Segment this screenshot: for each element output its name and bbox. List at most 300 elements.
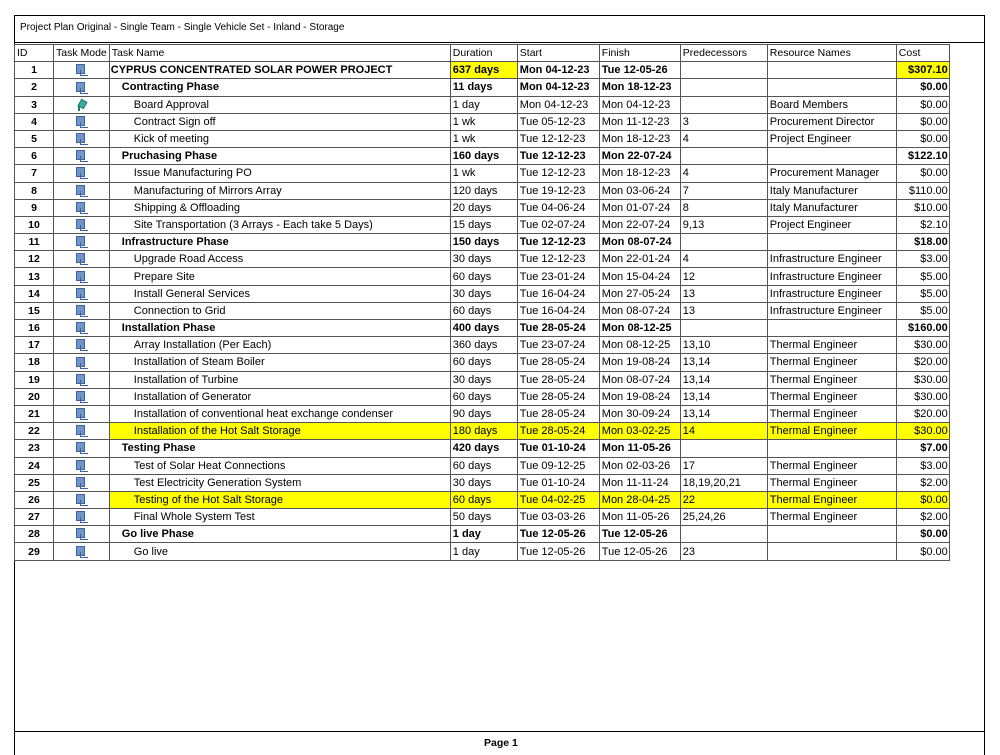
task-resource[interactable]: Italy Manufacturer — [767, 199, 896, 216]
task-id[interactable]: 15 — [15, 302, 54, 319]
task-resource[interactable]: Thermal Engineer — [767, 371, 896, 388]
task-duration[interactable]: 420 days — [450, 440, 517, 457]
task-predecessors[interactable]: 4 — [680, 165, 767, 182]
task-cost[interactable]: $18.00 — [896, 234, 949, 251]
col-header-task-name[interactable]: Task Name — [109, 45, 450, 62]
task-start[interactable]: Tue 04-06-24 — [517, 199, 599, 216]
task-cost[interactable]: $5.00 — [896, 285, 949, 302]
task-cost[interactable]: $0.00 — [896, 130, 949, 147]
task-resource[interactable]: Project Engineer — [767, 130, 896, 147]
task-id[interactable]: 10 — [15, 216, 54, 233]
task-name[interactable]: Installation Phase — [109, 320, 450, 337]
task-name[interactable]: Installation of Generator — [109, 388, 450, 405]
task-resource[interactable]: Thermal Engineer — [767, 405, 896, 422]
col-header-duration[interactable]: Duration — [450, 45, 517, 62]
task-cost[interactable]: $110.00 — [896, 182, 949, 199]
auto-task-icon — [76, 460, 87, 472]
task-mode[interactable] — [54, 285, 110, 302]
task-start[interactable]: Tue 05-12-23 — [517, 113, 599, 130]
task-resource[interactable]: Thermal Engineer — [767, 337, 896, 354]
task-duration[interactable]: 60 days — [450, 457, 517, 474]
task-resource[interactable]: Procurement Director — [767, 113, 896, 130]
task-predecessors[interactable]: 13,14 — [680, 405, 767, 422]
task-mode[interactable] — [54, 79, 110, 96]
task-predecessors[interactable]: 18,19,20,21 — [680, 474, 767, 491]
task-resource[interactable]: Thermal Engineer — [767, 354, 896, 371]
task-predecessors[interactable] — [680, 96, 767, 113]
task-name[interactable]: Contract Sign off — [109, 113, 450, 130]
col-header-id[interactable]: ID — [15, 45, 54, 62]
task-start[interactable]: Tue 19-12-23 — [517, 182, 599, 199]
table-row[interactable] — [15, 268, 950, 285]
task-predecessors[interactable]: 4 — [680, 130, 767, 147]
task-finish[interactable]: Mon 01-07-24 — [599, 199, 680, 216]
task-mode[interactable] — [54, 491, 110, 508]
task-id[interactable]: 8 — [15, 182, 54, 199]
task-name[interactable]: Shipping & Offloading — [109, 199, 450, 216]
table-row[interactable] — [15, 199, 950, 216]
task-mode[interactable] — [54, 130, 110, 147]
task-id[interactable]: 14 — [15, 285, 54, 302]
task-predecessors[interactable]: 25,24,26 — [680, 509, 767, 526]
table-row[interactable] — [15, 165, 950, 182]
task-predecessors[interactable]: 17 — [680, 457, 767, 474]
task-duration[interactable]: 90 days — [450, 405, 517, 422]
table-row[interactable] — [15, 62, 950, 79]
task-cost[interactable]: $2.10 — [896, 216, 949, 233]
task-finish[interactable]: Mon 22-07-24 — [599, 148, 680, 165]
task-start[interactable]: Tue 16-04-24 — [517, 302, 599, 319]
col-header-finish[interactable]: Finish — [599, 45, 680, 62]
task-duration[interactable]: 1 day — [450, 543, 517, 560]
task-resource[interactable]: Thermal Engineer — [767, 491, 896, 508]
task-finish[interactable]: Mon 18-12-23 — [599, 79, 680, 96]
task-id[interactable]: 24 — [15, 457, 54, 474]
task-start[interactable]: Tue 12-05-26 — [517, 526, 599, 543]
task-duration[interactable]: 1 day — [450, 526, 517, 543]
task-id[interactable]: 21 — [15, 405, 54, 422]
table-row[interactable] — [15, 302, 950, 319]
task-start[interactable]: Tue 09-12-25 — [517, 457, 599, 474]
task-mode[interactable] — [54, 423, 110, 440]
table-row[interactable] — [15, 182, 950, 199]
task-start[interactable]: Tue 28-05-24 — [517, 405, 599, 422]
table-row[interactable] — [15, 388, 950, 405]
task-name[interactable]: Installation of conventional heat exchange condenser — [109, 405, 450, 422]
task-finish[interactable]: Mon 08-07-24 — [599, 371, 680, 388]
task-mode[interactable] — [54, 113, 110, 130]
task-duration[interactable]: 1 wk — [450, 165, 517, 182]
task-predecessors[interactable]: 13 — [680, 285, 767, 302]
task-predecessors[interactable]: 14 — [680, 423, 767, 440]
task-cost[interactable]: $10.00 — [896, 199, 949, 216]
task-id[interactable]: 11 — [15, 234, 54, 251]
task-duration[interactable]: 637 days — [450, 62, 517, 79]
task-duration[interactable]: 60 days — [450, 491, 517, 508]
task-name[interactable]: Board Approval — [109, 96, 450, 113]
task-cost[interactable]: $2.00 — [896, 474, 949, 491]
task-cost[interactable]: $0.00 — [896, 526, 949, 543]
col-header-resource-names[interactable]: Resource Names — [767, 45, 896, 62]
task-start[interactable]: Tue 03-03-26 — [517, 509, 599, 526]
task-finish[interactable]: Tue 12-05-26 — [599, 543, 680, 560]
task-id[interactable]: 2 — [15, 79, 54, 96]
task-name[interactable]: Install General Services — [109, 285, 450, 302]
task-mode[interactable] — [54, 96, 110, 113]
task-resource[interactable]: Thermal Engineer — [767, 457, 896, 474]
table-row[interactable] — [15, 526, 950, 543]
task-predecessors[interactable]: 8 — [680, 199, 767, 216]
task-resource[interactable]: Thermal Engineer — [767, 474, 896, 491]
task-start[interactable]: Tue 28-05-24 — [517, 423, 599, 440]
task-duration[interactable]: 150 days — [450, 234, 517, 251]
task-resource[interactable]: Project Engineer — [767, 216, 896, 233]
table-row[interactable] — [15, 371, 950, 388]
task-predecessors[interactable]: 13,14 — [680, 354, 767, 371]
task-resource[interactable]: Infrastructure Engineer — [767, 302, 896, 319]
task-mode[interactable] — [54, 302, 110, 319]
task-mode[interactable] — [54, 148, 110, 165]
task-name[interactable]: Testing Phase — [109, 440, 450, 457]
task-mode[interactable] — [54, 216, 110, 233]
task-id[interactable]: 12 — [15, 251, 54, 268]
task-name[interactable]: Installation of Steam Boiler — [109, 354, 450, 371]
task-id[interactable]: 25 — [15, 474, 54, 491]
task-resource[interactable] — [767, 440, 896, 457]
task-start[interactable]: Tue 12-12-23 — [517, 130, 599, 147]
task-mode[interactable] — [54, 354, 110, 371]
task-start[interactable]: Tue 23-07-24 — [517, 337, 599, 354]
col-header-cost[interactable]: Cost — [896, 45, 949, 62]
task-mode[interactable] — [54, 165, 110, 182]
task-id[interactable]: 26 — [15, 491, 54, 508]
task-id[interactable]: 28 — [15, 526, 54, 543]
task-resource[interactable]: Infrastructure Engineer — [767, 251, 896, 268]
task-finish[interactable]: Mon 03-02-25 — [599, 423, 680, 440]
task-finish[interactable]: Mon 15-04-24 — [599, 268, 680, 285]
task-predecessors[interactable]: 13,14 — [680, 388, 767, 405]
task-name[interactable]: Pruchasing Phase — [109, 148, 450, 165]
task-start[interactable]: Mon 04-12-23 — [517, 62, 599, 79]
task-finish[interactable]: Mon 11-12-23 — [599, 113, 680, 130]
task-id[interactable]: 5 — [15, 130, 54, 147]
task-start[interactable]: Tue 28-05-24 — [517, 388, 599, 405]
task-duration[interactable]: 1 wk — [450, 130, 517, 147]
task-finish[interactable]: Mon 11-11-24 — [599, 474, 680, 491]
table-row[interactable] — [15, 320, 950, 337]
task-duration[interactable]: 30 days — [450, 285, 517, 302]
task-finish[interactable]: Mon 18-12-23 — [599, 130, 680, 147]
task-mode[interactable] — [54, 405, 110, 422]
task-resource[interactable]: Thermal Engineer — [767, 388, 896, 405]
task-finish[interactable]: Mon 08-07-24 — [599, 302, 680, 319]
task-mode[interactable] — [54, 268, 110, 285]
task-duration[interactable]: 60 days — [450, 302, 517, 319]
task-cost[interactable]: $7.00 — [896, 440, 949, 457]
col-header-task-mode[interactable]: Task Mode — [54, 45, 110, 62]
task-mode[interactable] — [54, 474, 110, 491]
task-mode[interactable] — [54, 388, 110, 405]
task-resource[interactable]: Infrastructure Engineer — [767, 285, 896, 302]
task-cost[interactable]: $122.10 — [896, 148, 949, 165]
task-duration[interactable]: 20 days — [450, 199, 517, 216]
task-resource[interactable]: Thermal Engineer — [767, 509, 896, 526]
task-cost[interactable]: $2.00 — [896, 509, 949, 526]
col-header-predecessors[interactable]: Predecessors — [680, 45, 767, 62]
task-predecessors[interactable]: 13 — [680, 302, 767, 319]
task-name[interactable]: Installation of the Hot Salt Storage — [109, 423, 450, 440]
task-id[interactable]: 17 — [15, 337, 54, 354]
task-finish[interactable]: Mon 11-05-26 — [599, 440, 680, 457]
task-name[interactable]: Final Whole System Test — [109, 509, 450, 526]
task-id[interactable]: 20 — [15, 388, 54, 405]
task-name[interactable]: Infrastructure Phase — [109, 234, 450, 251]
task-id[interactable]: 4 — [15, 113, 54, 130]
task-start[interactable]: Tue 01-10-24 — [517, 440, 599, 457]
task-mode[interactable] — [54, 199, 110, 216]
task-duration[interactable]: 400 days — [450, 320, 517, 337]
task-mode[interactable] — [54, 457, 110, 474]
task-id[interactable]: 7 — [15, 165, 54, 182]
task-predecessors[interactable]: 4 — [680, 251, 767, 268]
task-mode[interactable] — [54, 509, 110, 526]
task-cost[interactable]: $30.00 — [896, 423, 949, 440]
task-start[interactable]: Mon 04-12-23 — [517, 96, 599, 113]
task-mode[interactable] — [54, 526, 110, 543]
task-finish[interactable]: Mon 03-06-24 — [599, 182, 680, 199]
table-row[interactable] — [15, 79, 950, 96]
task-resource[interactable] — [767, 79, 896, 96]
task-id[interactable]: 19 — [15, 371, 54, 388]
task-start[interactable]: Tue 23-01-24 — [517, 268, 599, 285]
task-id[interactable]: 3 — [15, 96, 54, 113]
task-cost[interactable]: $0.00 — [896, 96, 949, 113]
task-id[interactable]: 1 — [15, 62, 54, 79]
table-row[interactable] — [15, 337, 950, 354]
col-header-start[interactable]: Start — [517, 45, 599, 62]
task-name[interactable]: Kick of meeting — [109, 130, 450, 147]
table-row[interactable] — [15, 509, 950, 526]
task-cost[interactable]: $5.00 — [896, 302, 949, 319]
task-cost[interactable]: $0.00 — [896, 113, 949, 130]
task-cost[interactable]: $20.00 — [896, 405, 949, 422]
table-row[interactable] — [15, 474, 950, 491]
task-cost[interactable]: $5.00 — [896, 268, 949, 285]
table-row[interactable] — [15, 130, 950, 147]
table-row[interactable] — [15, 285, 950, 302]
task-name[interactable]: Connection to Grid — [109, 302, 450, 319]
task-finish[interactable]: Mon 22-07-24 — [599, 216, 680, 233]
task-mode[interactable] — [54, 543, 110, 560]
task-name[interactable]: Go live — [109, 543, 450, 560]
task-finish[interactable]: Mon 08-07-24 — [599, 234, 680, 251]
task-name[interactable]: Upgrade Road Access — [109, 251, 450, 268]
task-id[interactable]: 13 — [15, 268, 54, 285]
task-name[interactable]: Contracting Phase — [109, 79, 450, 96]
task-predecessors[interactable] — [680, 320, 767, 337]
task-finish[interactable]: Mon 19-08-24 — [599, 388, 680, 405]
task-name[interactable]: Go live Phase — [109, 526, 450, 543]
task-start[interactable]: Tue 28-05-24 — [517, 320, 599, 337]
task-finish[interactable]: Mon 30-09-24 — [599, 405, 680, 422]
table-row[interactable] — [15, 440, 950, 457]
task-predecessors[interactable]: 7 — [680, 182, 767, 199]
task-resource[interactable] — [767, 148, 896, 165]
table-row[interactable] — [15, 491, 950, 508]
task-start[interactable]: Tue 04-02-25 — [517, 491, 599, 508]
task-name[interactable]: Installation of Turbine — [109, 371, 450, 388]
task-resource[interactable] — [767, 234, 896, 251]
task-duration[interactable]: 30 days — [450, 371, 517, 388]
task-predecessors[interactable]: 13,14 — [680, 371, 767, 388]
task-predecessors[interactable] — [680, 79, 767, 96]
task-name[interactable]: Test Electricity Generation System — [109, 474, 450, 491]
table-row[interactable] — [15, 251, 950, 268]
task-start[interactable]: Mon 04-12-23 — [517, 79, 599, 96]
task-finish[interactable]: Mon 19-08-24 — [599, 354, 680, 371]
task-duration[interactable]: 360 days — [450, 337, 517, 354]
task-predecessors[interactable]: 9,13 — [680, 216, 767, 233]
task-resource[interactable] — [767, 543, 896, 560]
table-row[interactable] — [15, 148, 950, 165]
task-start[interactable]: Tue 12-12-23 — [517, 165, 599, 182]
task-cost[interactable]: $160.00 — [896, 320, 949, 337]
task-resource[interactable]: Board Members — [767, 96, 896, 113]
task-cost[interactable]: $3.00 — [896, 251, 949, 268]
task-name[interactable]: Array Installation (Per Each) — [109, 337, 450, 354]
task-resource[interactable]: Procurement Manager — [767, 165, 896, 182]
task-duration[interactable]: 160 days — [450, 148, 517, 165]
task-finish[interactable]: Mon 04-12-23 — [599, 96, 680, 113]
task-cost[interactable]: $307.10 — [896, 62, 949, 79]
task-duration[interactable]: 180 days — [450, 423, 517, 440]
task-mode[interactable] — [54, 337, 110, 354]
table-row[interactable] — [15, 405, 950, 422]
task-cost[interactable]: $30.00 — [896, 337, 949, 354]
task-resource[interactable]: Infrastructure Engineer — [767, 268, 896, 285]
task-mode[interactable] — [54, 62, 110, 79]
task-cost[interactable]: $30.00 — [896, 388, 949, 405]
task-duration[interactable]: 60 days — [450, 354, 517, 371]
task-finish[interactable]: Mon 28-04-25 — [599, 491, 680, 508]
task-name[interactable]: Testing of the Hot Salt Storage — [109, 491, 450, 508]
table-row[interactable] — [15, 423, 950, 440]
table-row[interactable] — [15, 96, 950, 113]
task-predecessors[interactable] — [680, 234, 767, 251]
task-id[interactable]: 18 — [15, 354, 54, 371]
task-mode[interactable] — [54, 320, 110, 337]
task-finish[interactable]: Mon 22-01-24 — [599, 251, 680, 268]
task-cost[interactable]: $30.00 — [896, 371, 949, 388]
task-name[interactable]: CYPRUS CONCENTRATED SOLAR POWER PROJECT — [109, 62, 450, 79]
task-name[interactable]: Test of Solar Heat Connections — [109, 457, 450, 474]
task-mode[interactable] — [54, 440, 110, 457]
task-resource[interactable] — [767, 320, 896, 337]
task-start[interactable]: Tue 12-12-23 — [517, 234, 599, 251]
task-duration[interactable]: 120 days — [450, 182, 517, 199]
table-row[interactable] — [15, 234, 950, 251]
task-start[interactable]: Tue 01-10-24 — [517, 474, 599, 491]
task-resource[interactable]: Thermal Engineer — [767, 423, 896, 440]
task-finish[interactable]: Mon 08-12-25 — [599, 337, 680, 354]
task-predecessors[interactable]: 12 — [680, 268, 767, 285]
task-resource[interactable] — [767, 62, 896, 79]
task-name[interactable]: Prepare Site — [109, 268, 450, 285]
task-duration[interactable]: 60 days — [450, 268, 517, 285]
task-mode[interactable] — [54, 251, 110, 268]
task-start[interactable]: Tue 02-07-24 — [517, 216, 599, 233]
task-finish[interactable]: Tue 12-05-26 — [599, 62, 680, 79]
task-name[interactable]: Site Transportation (3 Arrays - Each take 5 Days) — [109, 216, 450, 233]
task-predecessors[interactable]: 13,10 — [680, 337, 767, 354]
table-row[interactable] — [15, 457, 950, 474]
task-start[interactable]: Tue 16-04-24 — [517, 285, 599, 302]
task-resource[interactable]: Italy Manufacturer — [767, 182, 896, 199]
task-duration[interactable]: 1 wk — [450, 113, 517, 130]
task-finish[interactable]: Mon 27-05-24 — [599, 285, 680, 302]
task-predecessors[interactable]: 3 — [680, 113, 767, 130]
task-duration[interactable]: 30 days — [450, 474, 517, 491]
task-finish[interactable]: Mon 18-12-23 — [599, 165, 680, 182]
task-cost[interactable]: $20.00 — [896, 354, 949, 371]
task-predecessors[interactable] — [680, 526, 767, 543]
task-id[interactable]: 29 — [15, 543, 54, 560]
task-predecessors[interactable] — [680, 148, 767, 165]
task-predecessors[interactable]: 23 — [680, 543, 767, 560]
task-predecessors[interactable] — [680, 62, 767, 79]
task-name[interactable]: Issue Manufacturing PO — [109, 165, 450, 182]
task-finish[interactable]: Mon 11-05-26 — [599, 509, 680, 526]
task-start[interactable]: Tue 12-12-23 — [517, 148, 599, 165]
task-predecessors[interactable] — [680, 440, 767, 457]
task-id[interactable]: 27 — [15, 509, 54, 526]
task-start[interactable]: Tue 12-05-26 — [517, 543, 599, 560]
task-cost[interactable]: $0.00 — [896, 165, 949, 182]
task-mode[interactable] — [54, 371, 110, 388]
table-row[interactable] — [15, 216, 950, 233]
task-duration[interactable]: 60 days — [450, 388, 517, 405]
task-finish[interactable]: Tue 12-05-26 — [599, 526, 680, 543]
task-duration[interactable]: 15 days — [450, 216, 517, 233]
table-row[interactable] — [15, 543, 950, 560]
task-duration[interactable]: 30 days — [450, 251, 517, 268]
task-cost[interactable]: $3.00 — [896, 457, 949, 474]
task-predecessors[interactable]: 22 — [680, 491, 767, 508]
task-mode[interactable] — [54, 182, 110, 199]
task-start[interactable]: Tue 12-12-23 — [517, 251, 599, 268]
task-duration[interactable]: 50 days — [450, 509, 517, 526]
task-id[interactable]: 23 — [15, 440, 54, 457]
task-cost[interactable]: $0.00 — [896, 543, 949, 560]
task-id[interactable]: 16 — [15, 320, 54, 337]
task-id[interactable]: 9 — [15, 199, 54, 216]
task-id[interactable]: 22 — [15, 423, 54, 440]
task-id[interactable]: 6 — [15, 148, 54, 165]
table-row[interactable] — [15, 354, 950, 371]
task-start[interactable]: Tue 28-05-24 — [517, 371, 599, 388]
task-resource[interactable] — [767, 526, 896, 543]
task-finish[interactable]: Mon 02-03-26 — [599, 457, 680, 474]
task-duration[interactable]: 1 day — [450, 96, 517, 113]
task-duration[interactable]: 11 days — [450, 79, 517, 96]
task-cost[interactable]: $0.00 — [896, 79, 949, 96]
task-cost[interactable]: $0.00 — [896, 491, 949, 508]
task-finish[interactable]: Mon 08-12-25 — [599, 320, 680, 337]
task-name[interactable]: Manufacturing of Mirrors Array — [109, 182, 450, 199]
task-start[interactable]: Tue 28-05-24 — [517, 354, 599, 371]
table-row[interactable] — [15, 113, 950, 130]
task-mode[interactable] — [54, 234, 110, 251]
